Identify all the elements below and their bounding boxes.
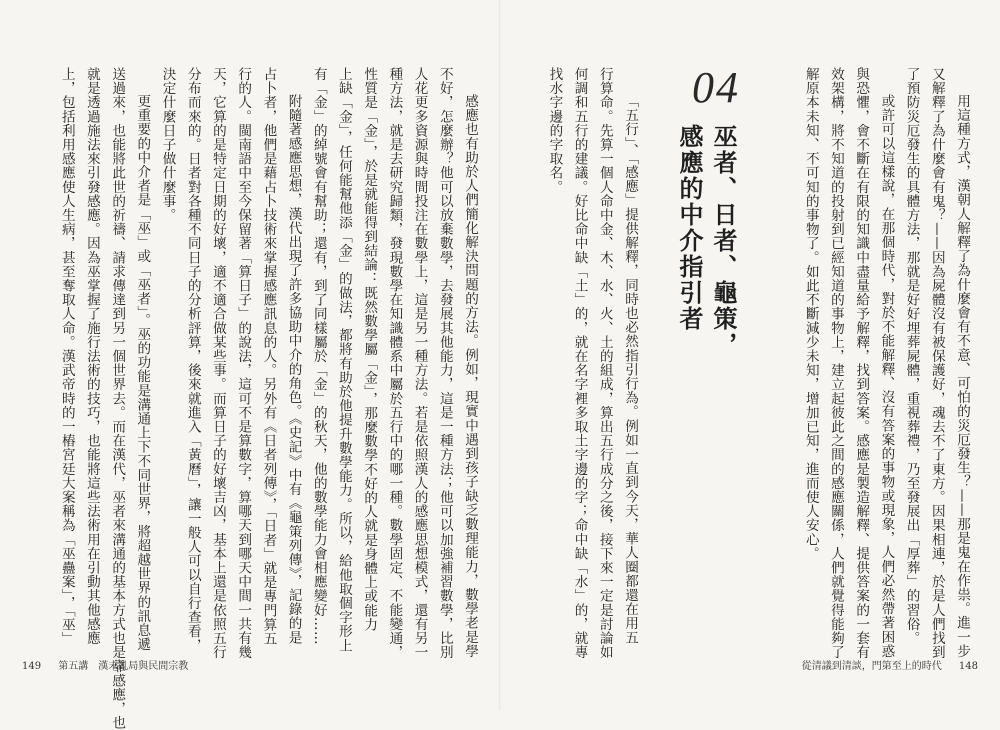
left-running-title: 第五講 漢末亂局與民間宗教 (58, 661, 189, 672)
paragraph-line: 上，包括利用感應使人生病，甚至奪取人命。漢武帝時的一樁宮廷大案稱為「巫蠱案」，「巫」 (58, 67, 75, 646)
paragraph-line: 效架構，將不知道的投射到已經知道的事物上，建立起彼此之間的感應關係，人們就覺得能夠了 (827, 67, 844, 660)
paragraph-line: 又解釋了為什麼會有鬼？——因為屍體沒有被保護好，魂去不了東方。因果相連，於是人們找到 (928, 67, 945, 660)
paragraph-line: 感應也有助於人們簡化解決問題的方法。例如，現實中遇到孩子缺乏數理能力，數學老是學 (462, 94, 478, 659)
paragraph-line: 與恐懼，會不斷在有限的知識中盡量給予解釋，找到答案。感應是製造解釋、提供答案的一套有 (853, 67, 870, 660)
paragraph-line: 更重要的中介者是「巫」或「巫者」。巫的功能是溝通上下不同世界，將超越世界的訊息遞 (134, 94, 151, 652)
paragraph-line: 附隨著感應思想，漢代出現了許多協助中介的角色。《史記》中有《龜策列傳》，記錄的是 (285, 94, 302, 645)
right-section-text (546, 67, 642, 660)
left-page-number: 149 (22, 661, 42, 672)
paragraph-line: 人花更多資源與時間投注在數學上，這是另一種方法。若是依照漢人的感應思想模式，還有另一 (411, 67, 428, 660)
paragraph-line: 找水字邊的字取名。 (546, 67, 563, 194)
paragraph-line: 不好，怎麼辦？他可以放棄數學，去發展其他能力，這是一種方法；他可以加強補習數學，比別 (436, 67, 453, 660)
paragraph-line: 分布而來的。日者對各種不同日子的分析評算，後來就進入「黃曆」，讓一般人可以自行查看， (184, 67, 201, 653)
right-running-title: 從清議到清談，門第至上的時代 (801, 661, 942, 672)
paragraph-line: 行算命。先算一個人命中金、木、水、火、土的組成，算出五行成分之後，接下來一定是討論如 (596, 67, 613, 660)
paragraph-line: 「五行」、「感應」提供解釋，同時也必然指引行為。例如一直到今天，華人圈都還在用五 (622, 94, 638, 645)
section-title-line: 感應的中介指引者 (675, 124, 703, 332)
paragraph-line: 解原本未知、不可知的事物了。如此不斷減少未知，增加已知，進而使人安心。 (802, 67, 819, 561)
section-title-line: 巫者、日者、龜策， (709, 124, 737, 358)
paragraph-line: 種方法，就是去研究歸類，發現數學在知識體系中屬於五行中的哪一種。數學固定、不能變通， (386, 67, 403, 660)
left-footer (22, 657, 188, 672)
paragraph-line: 何調和五行的建議。好比命中缺「土」的，就在名字裡多取土字邊的字；命中缺「水」的，就專 (571, 67, 588, 660)
paragraph-line: 有「金」的綽號會有幫助；還有，到了同樣屬於「金」的秋天，他的數學能力會相應變好…… (310, 67, 327, 646)
paragraph-line: 上缺「金」，任何能幫他添「金」的做法，都將有助於他提升數學能力。所以，給他取個字形上 (335, 67, 352, 653)
right-page-number: 148 (958, 661, 978, 672)
paragraph-line: 行的人。閩南語中至今保留著「算日子」的說法，這可不是算數字，算哪天到哪天中間一共有幾 (235, 67, 252, 660)
paragraph-line: 天，它算的是特定日期的好壞，適不適合做某些事。而算日子的好壞吉凶，基本上還是依照五行 (209, 67, 226, 660)
paragraph-line: 占卜者，他們是藉占卜技術來掌握感應訊息的人。另外有《日者列傳》，「日者」就是專門算五 (260, 67, 277, 646)
paragraph-line: 性質是「金」，於是就能得到結論：既然數學屬「金」，那麼數學不好的人就是身體上或能力 (361, 67, 378, 632)
section-heading (668, 62, 748, 358)
paragraph-line: 用這種方式，漢朝人解釋了為什麼會有不意、可怕的災厄發生？——那是鬼在作祟。進一步 (954, 94, 970, 659)
right-footer (802, 657, 978, 672)
paragraph-line: 或許可以這樣說，在那個時代，對於不能解釋、沒有答案的事物或現象，人們必然帶著困惑 (878, 94, 895, 659)
paragraph-line: 決定什麼日子做什麼事。 (159, 67, 176, 223)
paragraph-line: 送過來，也能將此世的祈禱、請求傳達到另一個世界去。而在漢代，巫者來溝通的基本方式也是靠感應，也 (109, 67, 126, 730)
section-title (672, 124, 740, 358)
right-top-text (786, 67, 974, 660)
paragraph-line: 了預防災厄發生的具體方法，那就是好好埋葬屍體，重視葬禮，乃至發展出「厚葬」的習俗。 (903, 67, 920, 646)
paragraph-line: 就是透過施法來引發感應。因為巫掌握了施行法術的技巧，也能將這些法術用在引動其他感應 (83, 67, 100, 646)
right-page (500, 0, 1000, 710)
section-number: 04 (692, 63, 740, 112)
